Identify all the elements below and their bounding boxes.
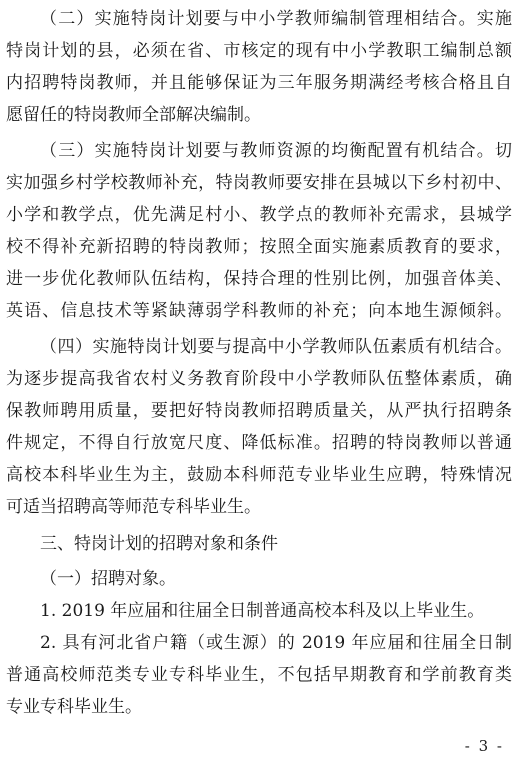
- paragraph-line: 特岗计划的县，必须在省、市核定的现有中小学教职工编制总额: [6, 41, 512, 61]
- paragraph-line: 校不得补充新招聘的特岗教师；按照全面实施素质教育的要求，: [6, 237, 512, 257]
- paragraph-line: 进一步优化教师队伍结构，保持合理的性别比例，加强音体美、: [6, 269, 512, 289]
- paragraph-line: 愿留任的特岗教师全部解决编制。: [6, 105, 261, 125]
- paragraph-line: 件规定，不得自行放宽尺度、降低标准。招聘的特岗教师以普通: [6, 433, 512, 453]
- paragraph-line: 小学和教学点，优先满足村小、教学点的教师补充需求，县城学: [6, 205, 512, 225]
- list-item-line: 普通高校师范类专业专科毕业生，不包括早期教育和学前教育类: [6, 665, 512, 685]
- page-number: - 3 -: [464, 737, 504, 755]
- paragraph-line: 可适当招聘高等师范专科毕业生。: [6, 497, 261, 517]
- paragraph-line: 保教师聘用质量，要把好特岗教师招聘质量关，从严执行招聘条: [6, 401, 512, 421]
- section-heading: 三、特岗计划的招聘对象和条件: [40, 534, 278, 554]
- paragraph-line: （四）实施特岗计划要与提高中小学教师队伍素质有机结合。: [40, 337, 512, 357]
- subheading: （一）招聘对象。: [40, 569, 176, 589]
- paragraph-line: 高校本科毕业生为主，鼓励本科师范专业毕业生应聘，特殊情况: [6, 465, 512, 485]
- paragraph-line: 英语、信息技术等紧缺薄弱学科教师的补充；向本地生源倾斜。: [6, 301, 512, 321]
- list-item-line: 2. 具有河北省户籍（或生源）的 2019 年应届和往届全日制: [40, 633, 512, 653]
- paragraph-line: 内招聘特岗教师，并且能够保证为三年服务期满经考核合格且自: [6, 73, 512, 93]
- paragraph-line: 为逐步提高我省农村义务教育阶段中小学教师队伍整体素质，确: [6, 369, 512, 389]
- list-item: 1. 2019 年应届和往届全日制普通高校本科及以上毕业生。: [40, 601, 485, 621]
- list-item-line: 专业专科毕业生。: [6, 697, 142, 717]
- paragraph-line: （二）实施特岗计划要与中小学教师编制管理相结合。实施: [40, 9, 512, 29]
- paragraph-line: （三）实施特岗计划要与教师资源的均衡配置有机结合。切: [40, 141, 512, 161]
- paragraph-line: 实加强乡村学校教师补充，特岗教师要安排在县城以下乡村初中、: [6, 173, 512, 193]
